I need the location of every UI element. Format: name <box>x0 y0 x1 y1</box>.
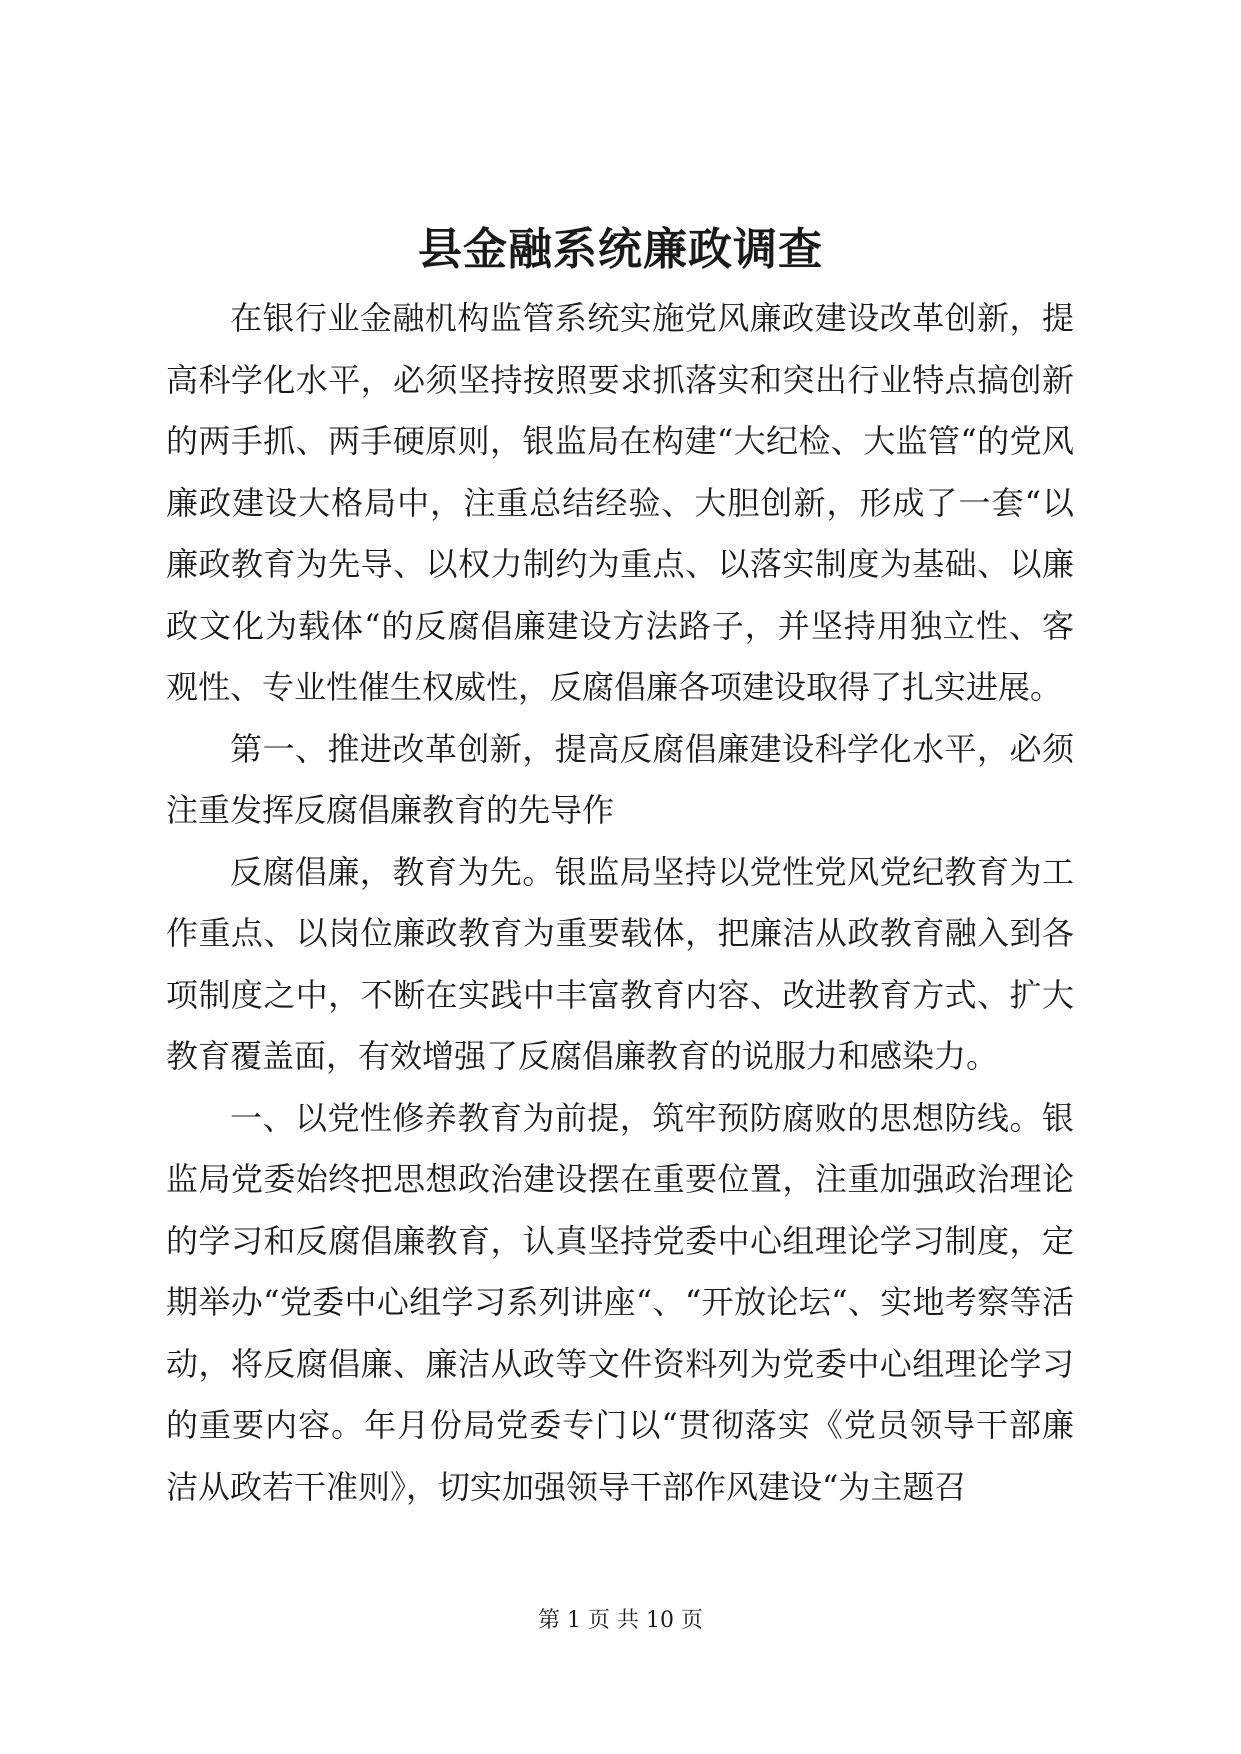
paragraph-party-cultivation: 一、以党性修养教育为前提，筑牢预防腐败的思想防线。银监局党委始终把思想政治建设摆在重要位置，注重加强政治理论的学习和反腐倡廉教育，认真坚持党委中心组理论学习制度，定期举办“党委中心组学习系列讲座“、“开放论坛“、实地考察等活动，将反腐倡廉、廉洁从政等文件资料列为党委中心组理论学习的重要内容。年月份局党委专门以“贯彻落实《党员领导干部廉洁从政若干准则》，切实加强领导干部作风建设“为主题召 <box>166 1098 1074 1506</box>
document-title: 县金融系统廉政调查 <box>418 224 823 275</box>
document-body <box>166 288 1074 1518</box>
paragraph-education-first: 反腐倡廉，教育为先。银监局坚持以党性党风党纪教育为工作重点、以岗位廉政教育为重要载体，把廉洁从政教育融入到各项制度之中，不断在实践中丰富教育内容、改进教育方式、扩大教育覆盖面，有效增强了反腐倡廉教育的说服力和感染力。 <box>166 852 1074 1075</box>
page-number-footer: 第 1 页 共 10 页 <box>538 1608 703 1633</box>
paragraph-intro: 在银行业金融机构监管系统实施党风廉政建设改革创新，提高科学化水平，必须坚持按照要求抓落实和突出行业特点搞创新的两手抓、两手硬原则，银监局在构建“大纪检、大监管“的党风廉政建设大格局中，注重总结经验、大胆创新，形成了一套“以廉政教育为先导、以权力制约为重点、以落实制度为基础、以廉政文化为载体“的反腐倡廉建设方法路子，并坚持用独立性、客观性、专业性催生权威性，反腐倡廉各项建设取得了扎实进展。 <box>166 299 1074 706</box>
paragraph-section-one-heading: 第一、推进改革创新，提高反腐倡廉建设科学化水平，必须注重发挥反腐倡廉教育的先导作 <box>166 729 1074 829</box>
